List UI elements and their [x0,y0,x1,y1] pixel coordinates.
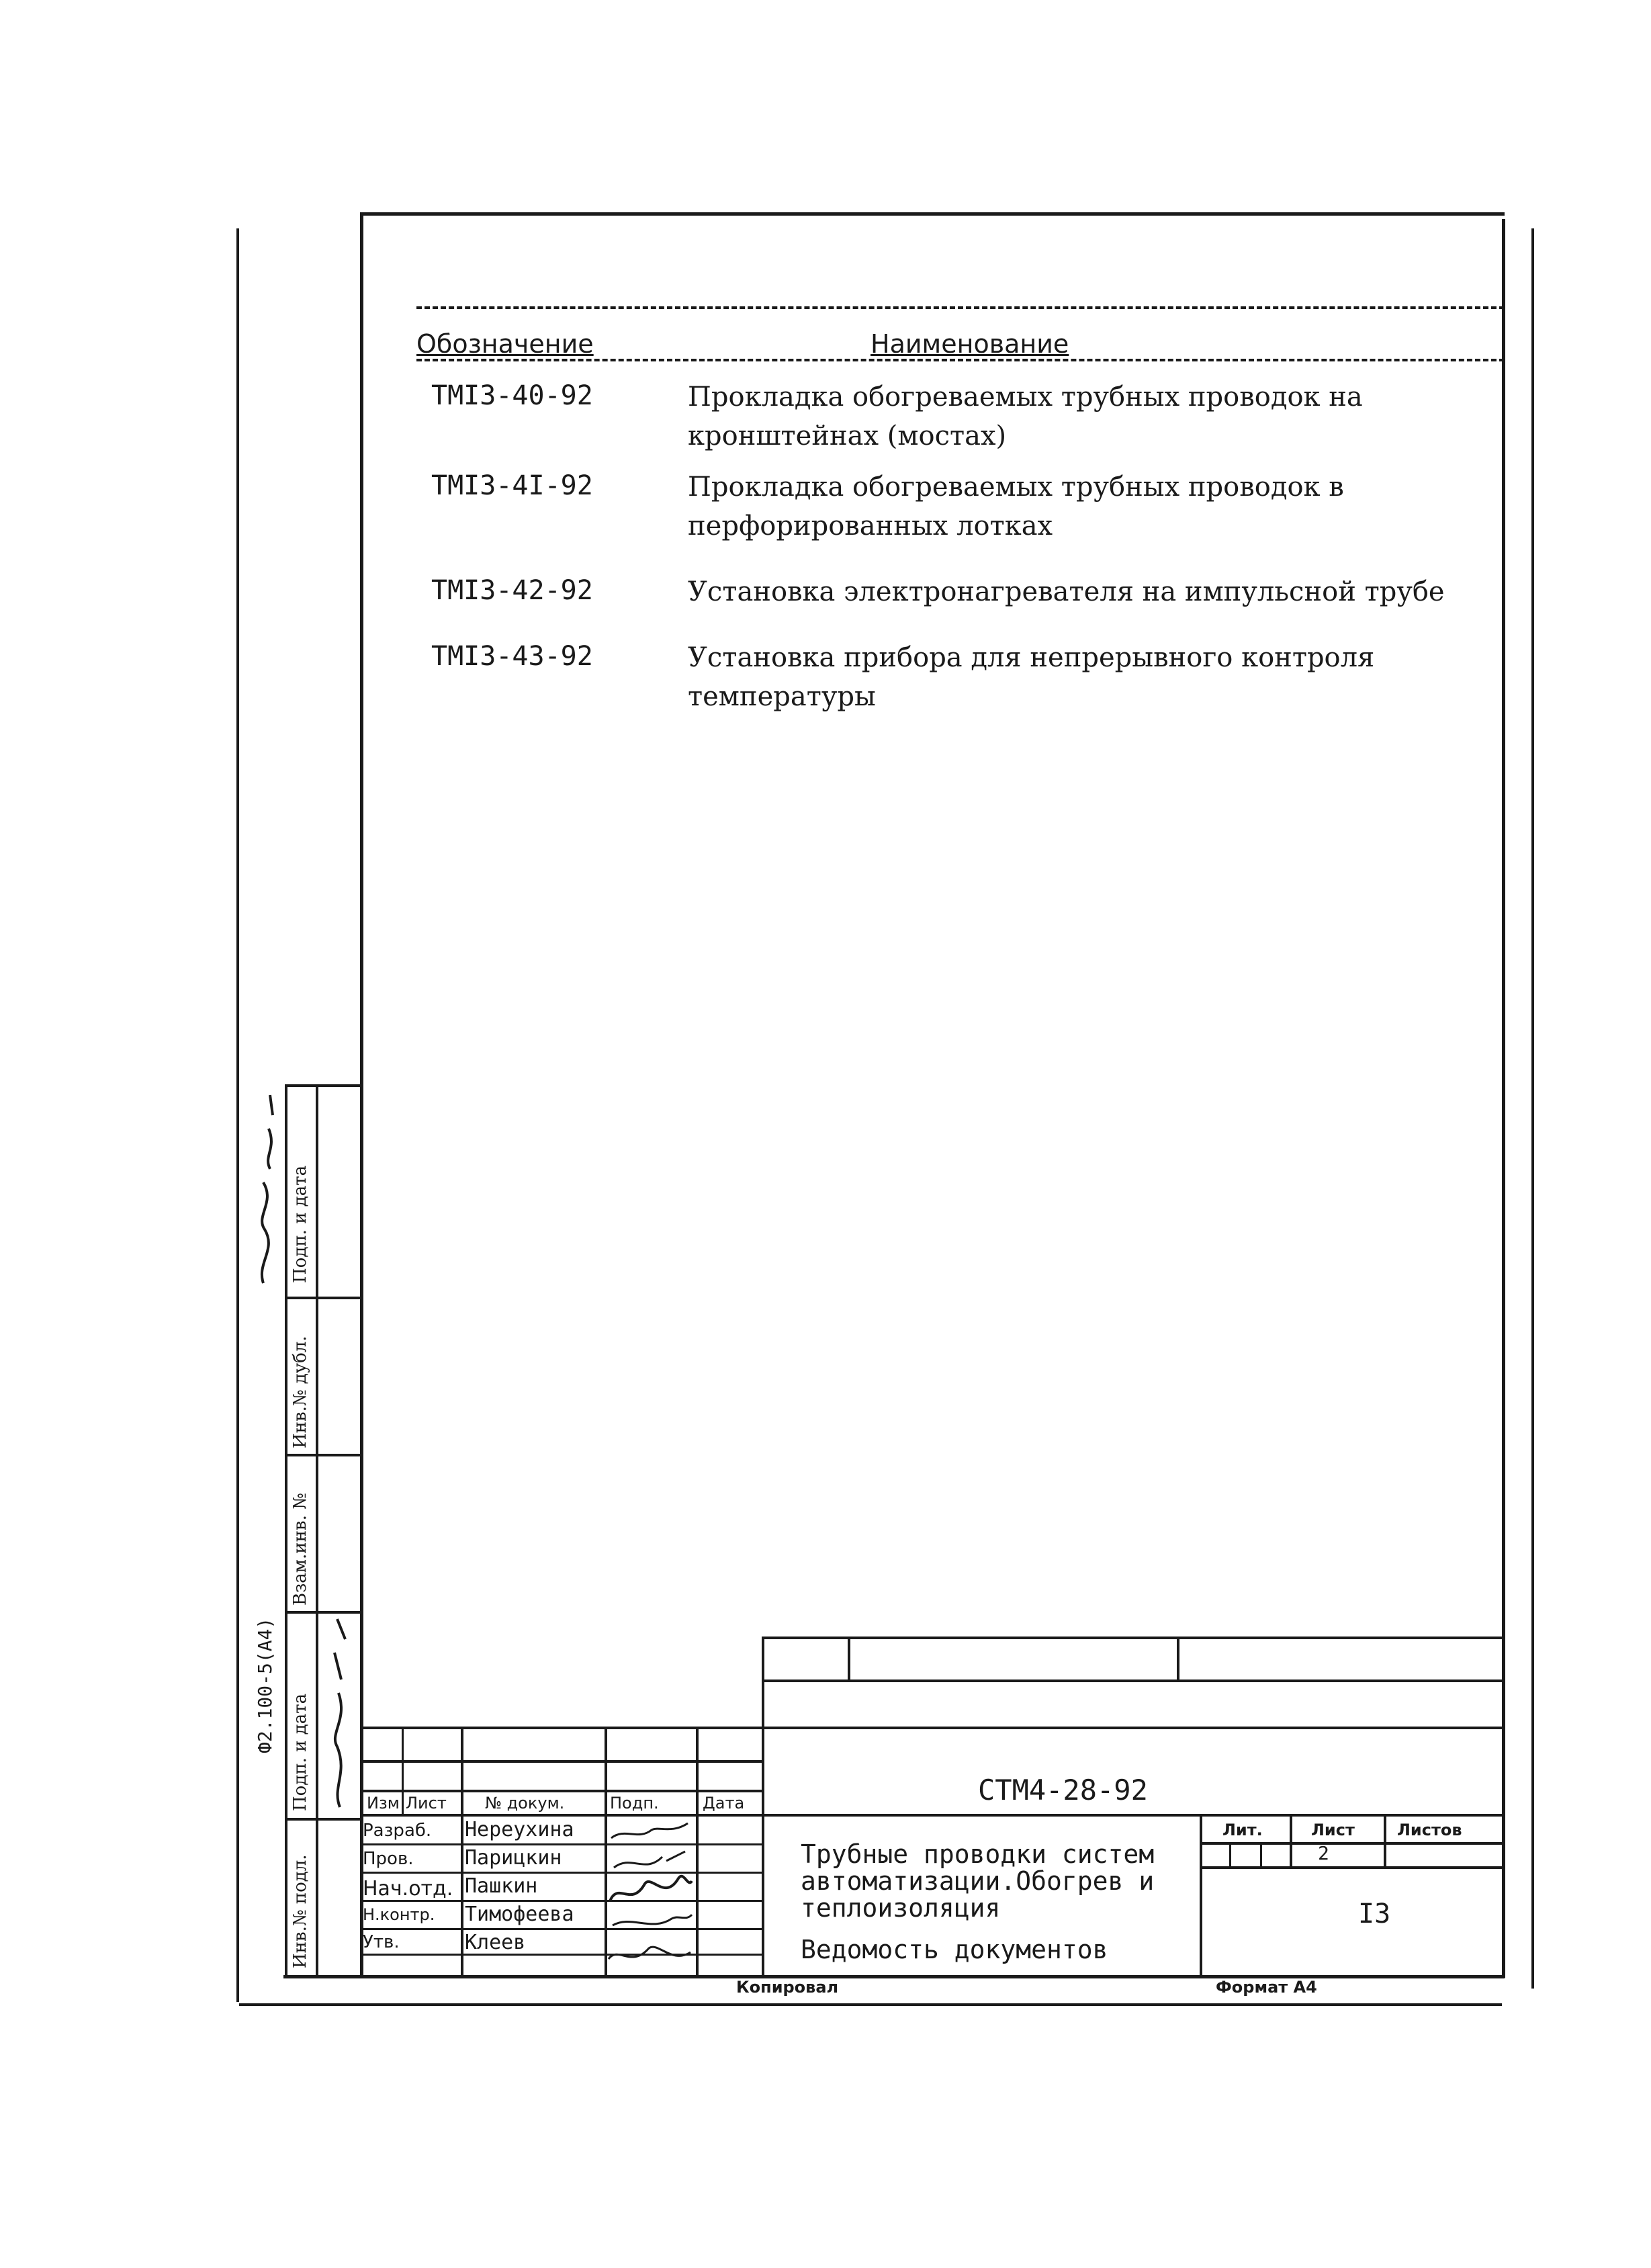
tb-left-row-1 [360,1727,762,1729]
title-block-title: Трубные проводки систем автоматизации.Обогрев и теплоизоляция [801,1839,1155,1923]
row-4-name: Установка прибора для непрерывного контроля температуры [688,642,1375,712]
tb-info-v2 [1384,1814,1386,1869]
role-5: Утв. [363,1932,400,1952]
col-header-sign: Подп. [610,1794,659,1813]
frame-top [360,212,1505,216]
footer-format: Формат А4 [1216,1978,1317,1997]
tb-left-row-6 [360,1872,762,1874]
side-stamp-sep-1 [285,1297,360,1299]
sheet-label: Лист [1311,1821,1355,1839]
side-signature-1 [250,1088,290,1290]
tb-col-2 [461,1727,463,1978]
tb-row-1 [762,1680,1505,1682]
person-1: Нереухина [465,1818,574,1841]
person-5: Клеев [465,1931,526,1954]
role-2: Пров. [363,1849,414,1869]
tb-col-4 [696,1727,699,1978]
tb-row-2 [762,1727,1505,1729]
side-stamp-sep-4 [285,1818,360,1821]
title-block-subtitle: Ведомость документов [801,1935,1108,1964]
row-1-name: Прокладка обогреваемых трубных проводок на кронштейнах (мостах) [688,382,1363,451]
table-top-rule [416,306,1505,309]
side-field-1: Подп. и дата [290,1165,310,1283]
row-4-code: ТМI3-43-92 [431,641,593,672]
frame-left [360,212,363,1978]
col-header-list: Лист [406,1794,447,1813]
tb-info-lit-1 [1229,1842,1231,1869]
col-header-date: Дата [703,1794,745,1813]
tb-top [762,1637,1505,1639]
header-name: Наименование [871,329,1069,359]
tb-info-v1 [1290,1814,1292,1869]
tb-upper-v1 [848,1637,850,1680]
sheets-value: I3 [1358,1899,1391,1929]
table-header-rule [416,359,1505,361]
outer-right-margin-line [1531,228,1534,1989]
side-stamp-top [285,1084,360,1087]
tb-left-row-3 [360,1790,762,1792]
frame-right [1502,219,1505,1978]
tb-left-row-2 [360,1760,762,1763]
tb-left-row-8 [360,1928,762,1930]
tb-info-lit-2 [1260,1842,1262,1869]
person-4: Тимофеева [465,1903,574,1926]
form-code: Ф2.100-5(А4) [254,1617,276,1753]
row-3-name: Установка электронагревателя на импульсной трубе [688,576,1445,607]
tb-left-row-4 [360,1814,1505,1817]
role-1: Разраб. [363,1821,432,1841]
row-3-code: ТМI3-42-92 [431,575,593,606]
tb-left-row-5 [360,1843,762,1845]
tb-left-upper [762,1637,764,1975]
outer-left-margin-line [236,228,239,2002]
role-4: Н.контр. [363,1905,435,1924]
row-2-name: Прокладка обогреваемых трубных проводок в перфорированных лотках [688,472,1344,541]
sheets-label: Листов [1397,1821,1462,1839]
row-2-code: ТМI3-4I-92 [431,470,593,501]
doc-code: СТМ4-28-92 [978,1774,1148,1806]
side-stamp-mid [316,1084,318,1978]
frame-bottom [283,1975,1505,1978]
side-field-5: Инв.№ подл. [290,1854,310,1968]
side-field-3: Взам.инв. № [290,1493,310,1606]
side-field-2: Инв.№ дубл. [290,1336,310,1448]
tb-col-1 [402,1727,404,1817]
tb-info-row-2 [1200,1866,1505,1869]
col-header-izm: Изм [367,1794,400,1813]
side-stamp-sep-2 [285,1454,360,1456]
header-designation: Обозначение [416,329,594,359]
tb-info-row-1 [1200,1842,1505,1845]
tb-left-row-9 [360,1954,762,1956]
person-3: Пашкин [465,1874,538,1898]
person-2: Парицкин [465,1846,562,1870]
outer-bottom-line [239,2003,1502,2006]
tb-upper-v2 [1177,1637,1179,1680]
col-header-doc: № докум. [485,1794,565,1813]
row-1-code: ТМI3-40-92 [431,380,593,411]
role-3: Нач.отд. [363,1877,453,1901]
sheet-value: 2 [1318,1842,1329,1864]
lit-label: Лит. [1222,1821,1263,1839]
title-block-signatures [605,1814,696,1978]
footer-copied: Копировал [736,1978,839,1997]
side-signature-2 [321,1612,359,1814]
side-field-4: Подп. и дата [290,1693,310,1811]
